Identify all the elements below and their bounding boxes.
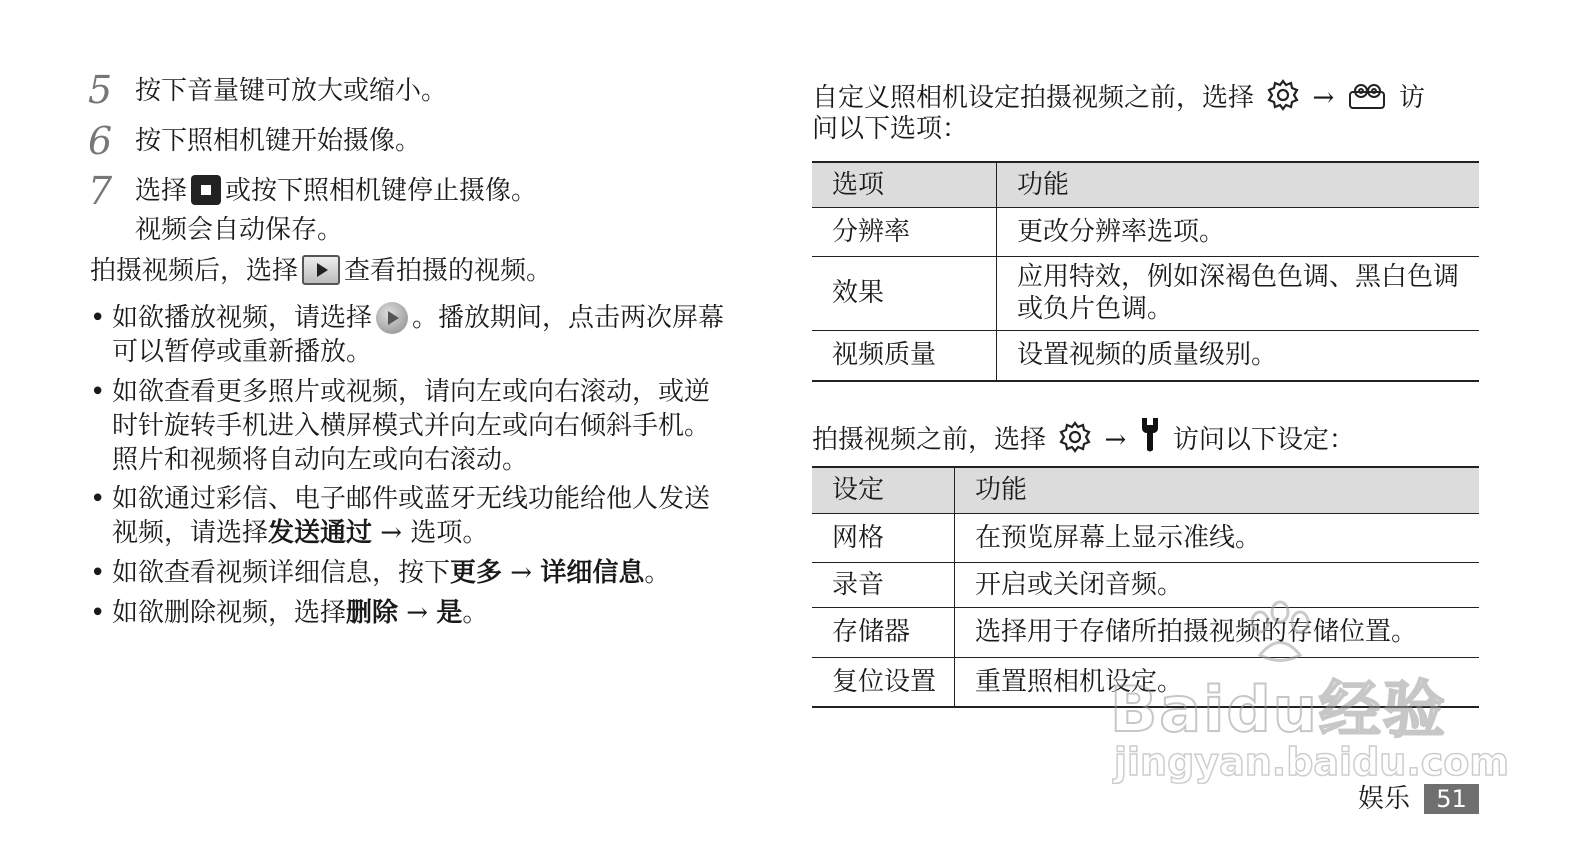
arrow-text: → xyxy=(398,598,437,628)
table-cell: 存储器 xyxy=(812,607,955,657)
bullet-text xyxy=(112,556,750,590)
bullet-text-part: 。播放期间，点击两次屏幕可以暂停或重新播放。 xyxy=(112,303,725,367)
table-row xyxy=(812,562,1479,607)
intro-options-line2: 问以下选项： xyxy=(812,114,969,144)
bullet-text-part: 如欲删除视频，选择 xyxy=(112,598,347,628)
menu-path-label: 详细信息 xyxy=(540,558,645,588)
table-header-row xyxy=(812,467,1479,513)
bullet-text-part: 如欲查看视频详细信息，按下 xyxy=(112,558,451,588)
play-circle-icon xyxy=(376,302,408,334)
page-number: 51 xyxy=(1424,784,1479,814)
intro-text-part: 访 xyxy=(1398,83,1425,113)
menu-path-label: 是 xyxy=(436,598,463,628)
menu-path-label: 发送通过 xyxy=(268,518,373,548)
after-capture-text xyxy=(90,254,552,288)
play-square-icon xyxy=(302,255,340,285)
table-cell: 视频质量 xyxy=(812,330,997,381)
table-row xyxy=(812,607,1479,657)
arrow-text: → xyxy=(1104,425,1127,455)
camcorder-icon xyxy=(1347,82,1387,112)
bullet-item xyxy=(90,301,750,369)
intro-text-part: 访问以下设定： xyxy=(1172,425,1355,455)
table-header-cell: 功能 xyxy=(997,162,1480,207)
intro-text-part: 自定义照相机设定拍摄视频之前，选择 xyxy=(812,83,1255,113)
gear-icon xyxy=(1058,420,1092,454)
wrench-icon xyxy=(1139,416,1161,454)
step-text-before: 选择 xyxy=(135,176,188,206)
bullet-item xyxy=(90,556,750,590)
table-cell: 网格 xyxy=(812,513,955,562)
table-cell: 分辨率 xyxy=(812,207,997,256)
step-text-after: 或按下照相机键停止摄像。 xyxy=(225,176,538,206)
table-row xyxy=(812,513,1479,562)
menu-path-label: 更多 xyxy=(450,558,503,588)
bullet-text-part: 如欲播放视频，请选择 xyxy=(112,303,373,333)
step-number: 7 xyxy=(88,169,113,213)
menu-path-label: 删除 xyxy=(346,598,399,628)
bullet-dot: • xyxy=(90,598,106,628)
table-cell: 录音 xyxy=(812,562,955,607)
table-row xyxy=(812,657,1479,707)
bullet-dot: • xyxy=(90,377,106,407)
bullet-text-part: → 选项。 xyxy=(372,518,489,548)
bullet-dot: • xyxy=(90,303,106,333)
intro-settings-text xyxy=(812,416,1355,457)
bullet-dot: • xyxy=(90,484,106,514)
table-header-cell: 选项 xyxy=(812,162,997,207)
table-row xyxy=(812,207,1479,256)
table-cell: 更改分辨率选项。 xyxy=(997,207,1480,256)
bullet-text-part: 。 xyxy=(462,598,489,628)
intro-text-part: 拍摄视频之前，选择 xyxy=(812,425,1047,455)
arrow-text: → xyxy=(1312,83,1335,113)
table-cell: 应用特效，例如深褐色色调、黑白色调或负片色调。 xyxy=(997,256,1480,330)
bullet-dot: • xyxy=(90,558,106,588)
table-cell: 重置照相机设定。 xyxy=(955,657,1480,707)
table-header-cell: 功能 xyxy=(955,467,1480,513)
bullet-item xyxy=(90,596,750,630)
watermark-url: jingyan.baidu.com xyxy=(1114,740,1509,784)
table-cell: 设置视频的质量级别。 xyxy=(997,330,1480,381)
intro-options-text xyxy=(812,78,1425,115)
table-cell: 选择用于存储所拍摄视频的存储位置。 xyxy=(955,607,1480,657)
bullet-item xyxy=(90,375,750,477)
step-text xyxy=(135,174,537,208)
step-number: 5 xyxy=(88,68,113,112)
bullet-text xyxy=(112,596,750,630)
table-cell: 复位设置 xyxy=(812,657,955,707)
table-cell: 在预览屏幕上显示准线。 xyxy=(955,513,1480,562)
watermark-text: Baidu经验 xyxy=(1110,673,1447,746)
bullet-text-part: 如欲通过彩信、电子邮件或蓝牙无线功能给他人发送视频，请选择 xyxy=(112,484,711,548)
table-header-cell: 设定 xyxy=(812,467,955,513)
bullet-text-part: 。 xyxy=(644,558,671,588)
table-row xyxy=(812,330,1479,381)
settings-table xyxy=(812,466,1479,708)
after-capture-before: 拍摄视频后，选择 xyxy=(90,256,299,286)
step-text: 按下音量键可放大或缩小。 xyxy=(135,76,448,106)
bullet-text xyxy=(112,301,750,369)
step-text-line2: 视频会自动保存。 xyxy=(135,215,344,245)
bullet-text xyxy=(112,482,732,550)
table-row xyxy=(812,256,1479,330)
bullet-item xyxy=(90,482,750,550)
options-table xyxy=(812,161,1479,382)
step-text: 按下照相机键开始摄像。 xyxy=(135,126,422,156)
after-capture-after: 查看拍摄的视频。 xyxy=(344,256,553,286)
arrow-text: → xyxy=(502,558,541,588)
bullet-text: 如欲查看更多照片或视频，请向左或向右滚动，或逆时针旋转手机进入横屏模式并向左或向右倾斜手机。照片和视频将自动向左或向右滚动。 xyxy=(112,377,711,475)
gear-icon xyxy=(1266,78,1300,112)
table-cell: 开启或关闭音频。 xyxy=(955,562,1480,607)
step-number: 6 xyxy=(88,119,113,163)
footer-section-label: 娱乐 xyxy=(1358,784,1411,814)
stop-icon xyxy=(191,175,221,205)
table-cell: 效果 xyxy=(812,256,997,330)
table-header-row xyxy=(812,162,1479,207)
